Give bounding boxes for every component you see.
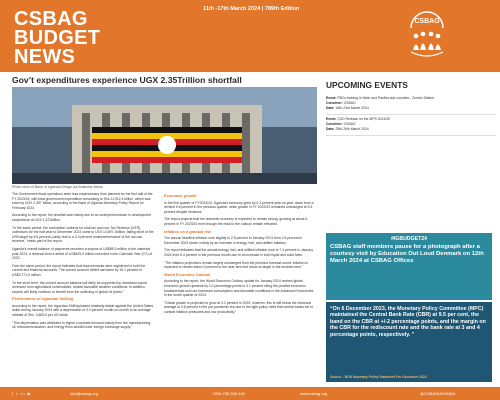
- quote-text: “On 6 December 2023, the Monetary Policy Committee (MPC) maintained the Central Bank Rate (CBR) at 9.5 per cent, the band on the CBR at +/-2 percentage points, and the margin on the CBR for the rediscount rate and the bank rate at 3 and 4 percentage points, respectively. ”: [330, 306, 486, 338]
- event-convener: CSBAG: [343, 101, 356, 105]
- logo-lettering: CSBAG: [414, 18, 440, 25]
- article-paragraph: Over the same period, the report indicates that improvements were registered in both the current and financial accounts. The current account deficit narrowed by 16.1 percent to US$3,771.6 million.: [12, 263, 146, 277]
- article-paragraph: The report indicates that the annual energy, fuel, and utilities inflation rose to 7.4 percent in January 2024 from 6.4 percent in the previous month due to an increase in both liquid and solid fuels.: [164, 248, 314, 257]
- article-photo: [12, 87, 317, 184]
- article-paragraph: "In the same period, the cumulative outturns for total tax and non-Tax Revenue (NTR) collections for the half year to December 2023 came to USX 14,697.1billion, falling short of the UPA target by 6.5 percent, partly due to a 3.3 percent underperformance of the non-tax revenue," reads part of the report.: [12, 225, 154, 244]
- masthead-title-line: NEWS: [14, 46, 76, 68]
- event-date: 25th-26th March 2024: [335, 127, 369, 131]
- events-title: UPCOMING EVENTS: [326, 80, 408, 90]
- bank-building-image: [12, 87, 317, 184]
- article-paragraph: The report projects that the domestic economy is expected to remain strong, growing at about 6 percent in FY 2023/24 even though the risks to the outlook remain elevated.: [164, 217, 308, 226]
- section-heading: Performance of Ugandan Shilling: [12, 296, 74, 302]
- quote-source: Source – BOU Monetary Policy Statement For December 2023: [330, 375, 427, 379]
- hashtag: #IGBUDGET24: [390, 236, 428, 242]
- convener-label: Convener:: [326, 122, 343, 126]
- article-paragraph: According to the report, the shortfall was mainly due to an underperformance in development expenditure of UGX 1,372billion.: [12, 213, 152, 222]
- event-name: CSO Release on the MPS 2024/25: [337, 117, 390, 121]
- event-date: 18th-23rd March 2024: [335, 106, 369, 110]
- event-convener: CSBAG: [343, 122, 356, 126]
- masthead-title: [14, 10, 100, 67]
- article-paragraph: The annual headline inflation rose slightly to 2.8 percent in January 2024 from 2.6 percent in December 2023 driven mainly by an increase in energy, fuel, and utilities inflation.: [164, 236, 303, 245]
- photo-caption: Photo view of Bank of Uganda Bridge via Business News: [12, 185, 103, 189]
- article-paragraph: "Global growth is projected to grow at 3.2 percent in 2025, however, this is still below the historical average of 3.8 percent in the pre-pandemic era due to the tight policy rates that central banks set to combat inflation pressures and low productivity.": [164, 300, 314, 314]
- footer-email-link[interactable]: info@csbag.org: [70, 391, 99, 396]
- article-paragraph: "In the short term, the current account balance will likely be supported by increased export revenues from agricultural commodities, amidst favorable weather conditions. In addition, exports will likely continue to benefit from the softening of global oil prices.": [12, 280, 148, 294]
- article-column-right: [164, 192, 314, 317]
- masthead: [0, 0, 500, 72]
- event-label: Event:: [326, 117, 337, 121]
- social-icons[interactable]: f t in ▶: [12, 391, 32, 396]
- csbag-logo: [405, 6, 449, 64]
- article-paragraph: According to the report, the World Economic Outlook update for January 2024 revised global economic growth upwards by 0.2 percentage points to 3.1 percent citing the positive economic fundamentals such as increased consumption and favorable conditions in the Advanced Economies in the fourth quarter of 2023.: [164, 279, 314, 298]
- footer-phone: +256-755-305-164: [212, 391, 246, 396]
- event-item: [326, 115, 496, 136]
- convener-label: Convener:: [326, 101, 343, 105]
- event-item: [326, 94, 496, 115]
- article-paragraph: In the first quarter of FY2023/24, Uganda's economy grew by 5.3 percent year on year, down from a revised 5.6 percent in the previous quarter, while growth in FY 2022/23 remained unchanged at 5.3 percent despite revisions.: [164, 200, 314, 214]
- article-paragraph: The Government fiscal operations were less expansionary than planned for the first half of the FY 2023/24, with total government expenditure amounting to Shs 11,912.4 billion, which was short by UGX 2,357 billion, according to the Bank of Uganda Monetary Policy Report for February 2024.: [12, 192, 153, 210]
- pull-quote: [326, 302, 492, 382]
- edition-dateline: 11th -17th March 2024 | 789th Edition: [203, 6, 300, 12]
- masthead-title-line: BUDGET: [14, 27, 101, 49]
- article-paragraph: "This depreciation was attributed to higher corporate demand mainly from the manufacturing, oil, telecommunication, and energy firms amidst lower foreign exchange supply.": [12, 320, 152, 330]
- upcoming-events: [326, 80, 496, 136]
- footer: [0, 387, 500, 400]
- event-label: Event:: [326, 96, 337, 100]
- article-headline: Gov’t expenditures experience UGX 2.35Trillion shortfall: [12, 75, 242, 85]
- section-heading: Inflation on a gradual rise: [164, 228, 212, 234]
- masthead-title-line: CSBAG: [14, 8, 88, 30]
- date-label: Date:: [326, 127, 335, 131]
- date-label: Date:: [326, 106, 335, 110]
- photo-announcement: [326, 233, 492, 300]
- article-paragraph: Uganda’s overall balance of payments recorded a surplus of US$85.3 million in the calendar year 2023, a reversal from a deficit of US$409.0 million recorded in the Calendar Year (CY) of 2022.: [12, 246, 153, 261]
- article-column-left: [12, 192, 156, 333]
- article-paragraph: According to the report, the Ugandan Shilling traded relatively stable against the United States dollar during January 2024 with a depreciation of 0.4 percent month-on-month to an average midrate of Shs. 3,800.5 per US dollar.: [12, 303, 154, 318]
- section-heading: World Economic Outlook: [164, 271, 211, 277]
- footer-website-link[interactable]: www.csbag.org: [300, 391, 328, 396]
- article-paragraph: "The inflation projections remain largely unchanged from the previous forecast round. Inflation is expected to remain below 5 percent in the near term but return to target in the medium term.": [164, 260, 308, 270]
- event-name: PBCs training in Wein and Pacilha sub-counties - Zombo District: [337, 96, 434, 100]
- announcement-text: CSBAG staff members pause for a photograph after a courtesy visit by Education Out Loud Denmark on 12th March 2024 at CSBAG Offices: [330, 244, 484, 265]
- footer-social-handle[interactable]: @CSBAGUGANDA: [420, 391, 456, 396]
- section-heading: Economic growth: [164, 193, 197, 198]
